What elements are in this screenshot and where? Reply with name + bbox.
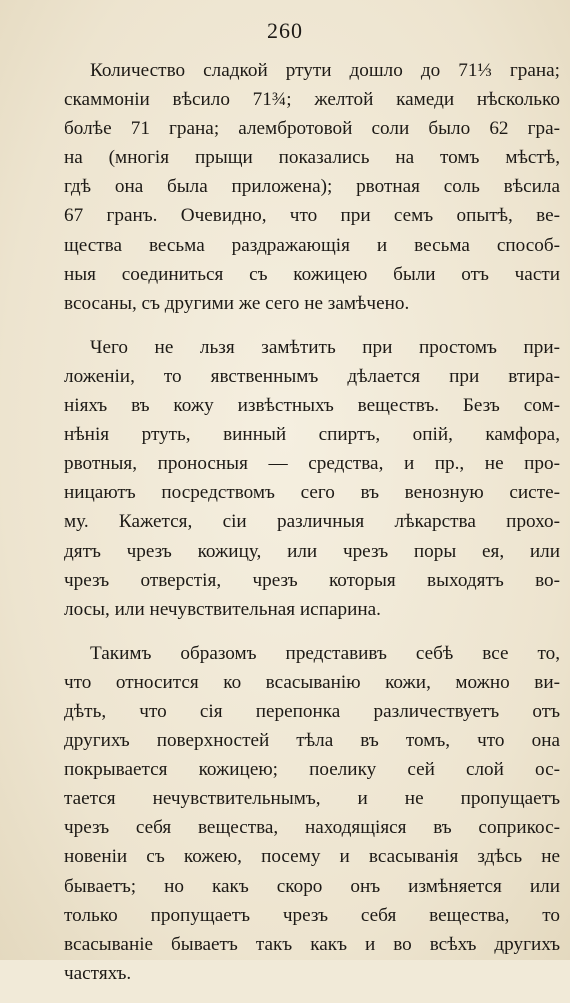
paragraph xyxy=(64,639,560,988)
paragraph xyxy=(64,333,560,624)
text-line: болѣе 71 грана; алембротовой соли было 62 гра- xyxy=(64,118,560,140)
text-line: дятъ чрезъ кожицу, или чрезъ поры ея, или xyxy=(64,540,560,562)
text-line: бываетъ; но какъ скоро онъ измѣняется или xyxy=(64,875,560,897)
paragraph xyxy=(64,56,560,318)
text-line: гдѣ она была приложена); рвотная соль вѣсила xyxy=(64,176,560,198)
text-line: частяхъ. xyxy=(64,962,132,984)
text-line: чрезъ отверстія, чрезъ которыя выходятъ во- xyxy=(64,569,560,591)
text-line: что относится ко всасыванію кожи, можно ви- xyxy=(64,671,560,693)
text-line: Такимъ образомъ представивъ себѣ все то, xyxy=(90,642,560,664)
text-line: ложеніи, то явственнымъ дѣлается при втира- xyxy=(64,365,560,387)
text-line: Чего не льзя замѣтить при простомъ при- xyxy=(90,336,560,358)
text-line: Количество сладкой ртути дошло до 71⅓ грана; xyxy=(90,60,560,81)
text-line: нѣнія ртуть, винный спиртъ, опій, камфора, xyxy=(64,424,560,446)
text-line: только пропущаетъ чрезъ себя вещества, то xyxy=(64,904,560,926)
page-number: 260 xyxy=(267,18,303,43)
text-line: на (многія прыщи показались на томъ мѣстѣ, xyxy=(64,147,560,169)
text-line: дѣть, что сія перепонка различествуетъ отъ xyxy=(64,700,560,722)
text-line: скаммоніи вѣсило 71¾; желтой камеди нѣсколько xyxy=(64,89,560,111)
text-line: щества весьма раздражающія и весьма способ- xyxy=(64,234,560,256)
text-line: новеніи съ кожею, посему и всасыванія здѣсь не xyxy=(64,846,560,868)
text-line: чрезъ себя вещества, находящіяся въ соприкос- xyxy=(64,817,560,839)
text-line: другихъ поверхностей тѣла въ томъ, что она xyxy=(64,730,560,752)
text-line: 67 гранъ. Очевидно, что при семъ опытѣ, ве- xyxy=(64,205,560,227)
text-line: всасываніе бываетъ такъ какъ и во всѣхъ другихъ xyxy=(64,933,560,955)
text-line: тается нечувствительнымъ, и не пропущаетъ xyxy=(64,788,560,810)
text-line: всосаны, съ другими же сего не замѣчено. xyxy=(64,292,410,314)
text-line: му. Кажется, сіи различныя лѣкарства прохо- xyxy=(64,511,560,533)
text-line: ныя соединиться съ кожицею были отъ части xyxy=(64,263,560,285)
text-line: рвотныя, проносныя — средства, и пр., не про- xyxy=(64,453,560,475)
text-line: ницаютъ посредствомъ сего въ венозную систе- xyxy=(64,482,560,504)
text-line: лосы, или нечувствительная испарина. xyxy=(64,598,381,620)
text-line: ніяхъ въ кожу извѣстныхъ веществъ. Безъ сом- xyxy=(64,395,560,417)
text-line: покрывается кожицею; поелику сей слой ос- xyxy=(64,759,560,781)
body-text xyxy=(64,56,560,1003)
